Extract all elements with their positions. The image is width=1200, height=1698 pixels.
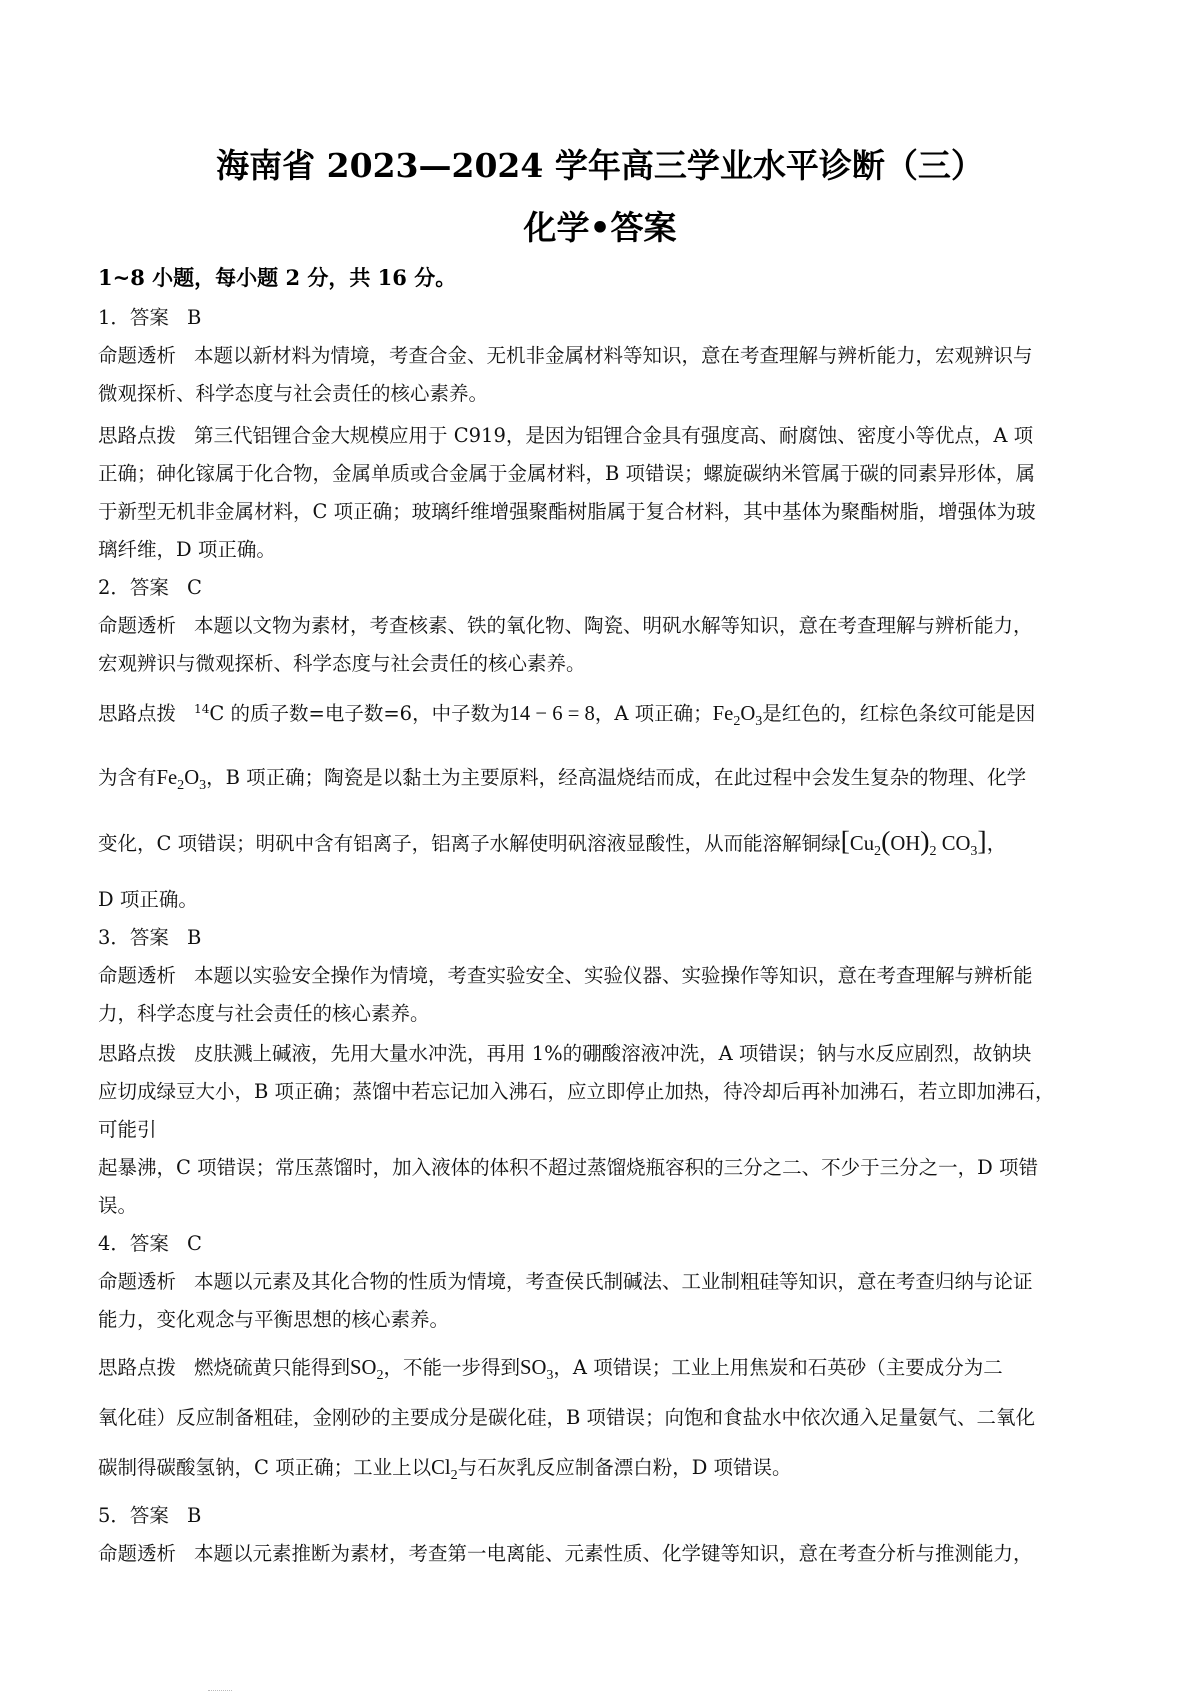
q1-approach-line-2: 正确；砷化镓属于化合物，金属单质或合金属于金属材料，B 项错误；螺旋碳纳米管属于碳的同素异形体，属 xyxy=(98,462,1036,485)
q1-approach-line-4: 璃纤维，D 项正确。 xyxy=(98,538,276,561)
q1-intent-line-2: 微观探析、科学态度与社会责任的核心素养。 xyxy=(98,382,489,405)
answer-label: 答案 xyxy=(129,1232,169,1255)
formula-so2: $SO_2$ xyxy=(350,1357,384,1380)
approach-label: 思路点拨 xyxy=(98,424,177,447)
q3-approach-line-5: 误。 xyxy=(98,1194,138,1217)
page-subtitle: 化学•答案 xyxy=(523,208,677,247)
q4-approach-line-2: 氧化硅）反应制备粗硅，金刚砂的主要成分是碳化硅，B 项错误；向饱和食盐水中依次通入足量氨气、二氧化 xyxy=(98,1406,1036,1429)
answer-value: C xyxy=(186,576,202,599)
answer-value: B xyxy=(186,926,202,949)
approach-label: 思路点拨 xyxy=(98,1356,177,1379)
intent-label: 命题透析 xyxy=(98,614,177,637)
answer-value: B xyxy=(186,1504,202,1527)
question-number: 2． xyxy=(98,576,130,599)
approach-label: 思路点拨 xyxy=(98,1042,177,1065)
q5-intent-line-1: 命题透析 本题以元素推断为素材，考查第一电离能、元素性质、化学键等知识，意在考查分析与推测能力， xyxy=(98,1542,1033,1565)
formula-basic-copper-carbonate: [$Cu_2(OH)_2$ $CO_3$] xyxy=(840,826,987,858)
intent-label: 命题透析 xyxy=(98,344,177,367)
q2-intent-line-1: 命题透析 本题以文物为素材，考查核素、铁的氧化物、陶瓷、明矾水解等知识，意在考查理解与辨析能力， xyxy=(98,614,1033,637)
q3-answer-line xyxy=(98,922,1108,950)
q4-approach-line-1: 思路点拨 燃烧硫黄只能得到$SO_2$，不能一步得到$SO_3$，A 项错误；工业上用焦炭和石英砂（主要成分为二 xyxy=(98,1356,1003,1380)
formula-fe2o3: $Fe_2O_3$ xyxy=(712,703,763,726)
answer-label: 答案 xyxy=(129,576,169,599)
question-number: 1． xyxy=(98,306,130,329)
section-heading: 1~8 小题，每小题 2 分，共 16 分。 xyxy=(98,265,457,290)
q1-answer-line xyxy=(98,302,1108,330)
formula-fe2o3: $Fe_2O_3$ xyxy=(156,767,207,790)
q3-approach-line-4: 起暴沸，C 项错误；常压蒸馏时，加入液体的体积不超过蒸馏烧瓶容积的三分之二、不少于三分之一，D 项错 xyxy=(98,1156,1038,1179)
q2-approach-line-2: 为含有$Fe_2O_3$，B 项正确；陶瓷是以黏土为主要原料，经高温烧结而成，在此过程中会发生复杂的物理、化学 xyxy=(98,766,1027,790)
question-number: 4． xyxy=(98,1232,130,1255)
q2-answer-line xyxy=(98,572,1108,600)
answer-value: B xyxy=(186,306,202,329)
q1-intent-line-1: 命题透析 本题以新材料为情境，考查合金、无机非金属材料等知识，意在考查理解与辨析能力，宏观辨识与 xyxy=(98,344,1033,367)
q3-approach-line-2: 应切成绿豆大小，B 项正确；蒸馏中若忘记加入沸石，应立即停止加热，待冷却后再补加沸石，若立即加沸石， xyxy=(98,1080,1055,1103)
answer-label: 答案 xyxy=(129,926,169,949)
footer-dots xyxy=(208,1690,232,1693)
q4-approach-line-3: 碳制得碳酸氢钠，C 项正确；工业上以$Cl_2$与石灰乳反应制备漂白粉，D 项错误。 xyxy=(98,1456,792,1480)
neutron-calc: 14 − 6 = 8 xyxy=(509,703,595,725)
intent-label: 命题透析 xyxy=(98,1542,177,1565)
q3-approach-line-3: 可能引 xyxy=(98,1118,157,1141)
answer-label: 答案 xyxy=(129,1504,169,1527)
q3-approach-line-1: 思路点拨 皮肤溅上碱液，先用大量水冲洗，再用 1%的硼酸溶液冲洗，A 项错误；钠与水反应剧烈，故钠块 xyxy=(98,1042,1032,1065)
approach-label: 思路点拨 xyxy=(98,702,177,725)
q4-intent-line-1: 命题透析 本题以元素及其化合物的性质为情境，考查侯氏制碱法、工业制粗硅等知识，意在考查归纳与论证 xyxy=(98,1270,1033,1293)
answer-label: 答案 xyxy=(129,306,169,329)
question-number: 5． xyxy=(98,1504,130,1527)
answer-value: C xyxy=(186,1232,202,1255)
q2-approach-line-3: 变化，C 项错误；明矾中含有铝离子，铝离子水解使明矾溶液显酸性，从而能溶解铜绿[$Cu_2(OH)_2$ $CO_3$]， xyxy=(98,826,1007,858)
q1-approach-line-3: 于新型无机非金属材料，C 项正确；玻璃纤维增强聚酯树脂属于复合材料，其中基体为聚酯树脂，增强体为玻 xyxy=(98,500,1036,523)
q2-intent-line-2: 宏观辨识与微观探析、科学态度与社会责任的核心素养。 xyxy=(98,652,586,675)
formula-so3: $SO_3$ xyxy=(519,1357,554,1380)
q3-intent-line-2: 力，科学态度与社会责任的核心素养。 xyxy=(98,1002,430,1025)
q4-answer-line xyxy=(98,1228,1108,1256)
q3-intent-line-1: 命题透析 本题以实验安全操作为情境，考查实验安全、实验仪器、实验操作等知识，意在考查理解与辨析能 xyxy=(98,964,1033,987)
q1-approach-line-1: 思路点拨 第三代铝锂合金大规模应用于 C919，是因为铝锂合金具有强度高、耐腐蚀、密度小等优点，A 项 xyxy=(98,424,1034,447)
page-title: 海南省 2023—2024 学年高三学业水平诊断（三） xyxy=(216,146,984,185)
q4-intent-line-2: 能力，变化观念与平衡思想的核心素养。 xyxy=(98,1308,450,1331)
formula-cl2: $Cl_2$ xyxy=(431,1457,458,1480)
intent-label: 命题透析 xyxy=(98,1270,177,1293)
q2-approach-line-1: 思路点拨 $^{14}$C 的质子数=电子数=6，中子数为14 − 6 = 8，A 项正确；$Fe_2O_3$是红色的，红棕色条纹可能是因 xyxy=(98,701,1036,726)
intent-label: 命题透析 xyxy=(98,964,177,987)
mass-number: 14 xyxy=(194,701,210,716)
q5-answer-line xyxy=(98,1500,1108,1528)
q2-approach-line-4: D 项正确。 xyxy=(98,888,198,911)
question-number: 3． xyxy=(98,926,130,949)
